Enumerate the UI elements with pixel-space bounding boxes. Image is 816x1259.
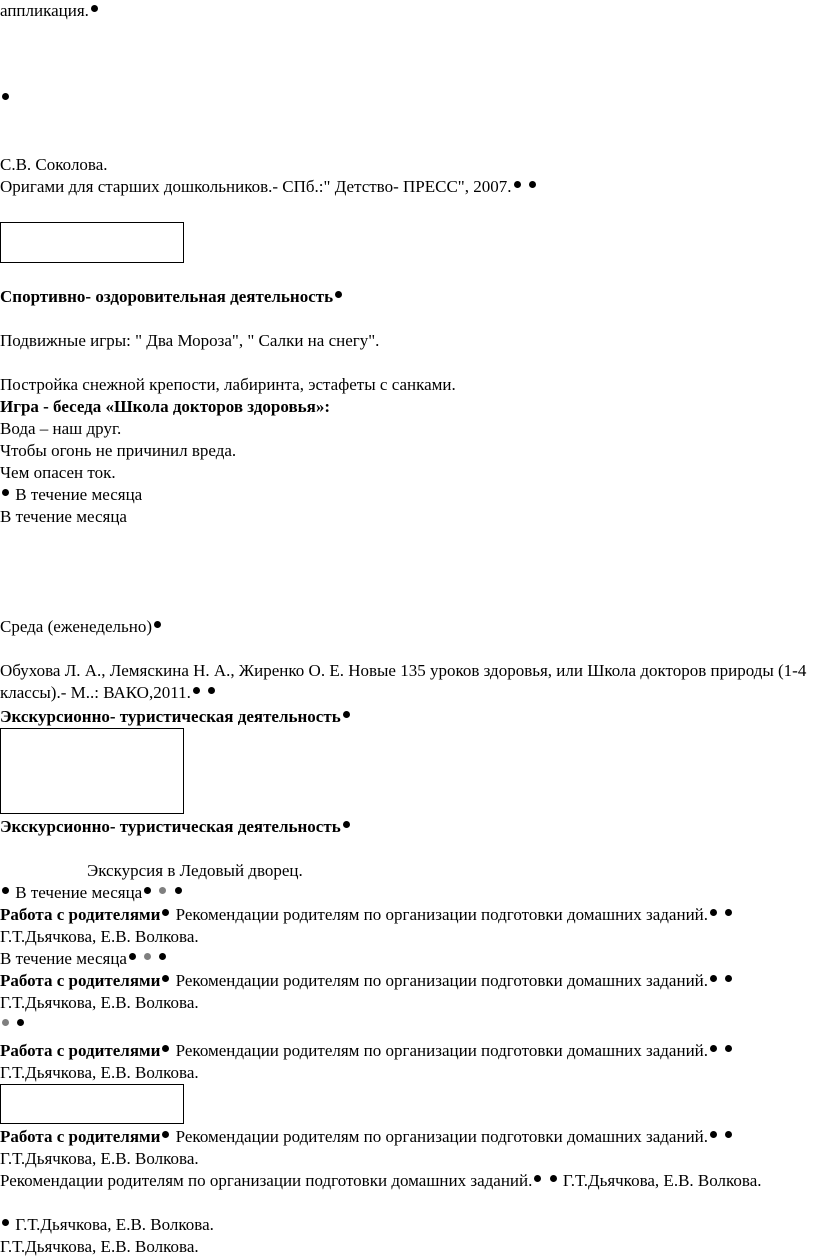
bullet-icon xyxy=(162,1045,169,1052)
text: Г.Т.Дьячкова, Е.В. Волкова. xyxy=(0,927,199,946)
text-line xyxy=(0,418,121,440)
bullet-icon xyxy=(710,1131,717,1138)
section-heading xyxy=(0,816,352,838)
bullet-icon xyxy=(129,953,136,960)
text-line xyxy=(0,462,116,484)
text: Игра - беседа «Школа докторов здоровья»: xyxy=(0,397,330,416)
label: Работа с родителями xyxy=(0,905,161,924)
text: Рекомендации родителям по организации подготовки домашних заданий. xyxy=(175,971,709,990)
bullet-icon xyxy=(159,887,166,894)
label: Работа с родителями xyxy=(0,1127,161,1146)
text: Г.Т.Дьячкова, Е.В. Волкова. xyxy=(562,1171,762,1190)
text: Вода – наш друг. xyxy=(0,419,122,438)
parent-work-block xyxy=(0,970,812,1014)
text-line xyxy=(0,374,456,396)
bullet-icon xyxy=(144,953,151,960)
bullet-line xyxy=(0,1014,26,1036)
text-line xyxy=(0,0,100,22)
bullet-icon xyxy=(725,1045,732,1052)
text-paragraph xyxy=(0,660,812,704)
bullet-icon xyxy=(162,1131,169,1138)
text-line xyxy=(0,154,108,176)
label: Работа с родителями xyxy=(0,1041,161,1060)
text: Обухова Л. А., Лемяскина Н. А., Жиренко О. Е. Новые 135 уроков здоровья, или Школа докторов природы (1-4 классы).- М..: ВАКО,2011. xyxy=(0,661,807,702)
section-heading xyxy=(0,286,344,308)
bullet-icon xyxy=(159,953,166,960)
text: Рекомендации родителям по организации подготовки домашних заданий. xyxy=(0,1171,533,1190)
bullet-icon xyxy=(725,909,732,916)
bullet-icon xyxy=(17,1019,24,1026)
text: Г.Т.Дьячкова, Е.В. Волкова. xyxy=(15,1215,214,1234)
bullet-icon xyxy=(162,909,169,916)
label: Работа с родителями xyxy=(0,971,161,990)
text-line xyxy=(0,1236,199,1258)
text: Г.Т.Дьячкова, Е.В. Волкова. xyxy=(0,1149,199,1168)
text: В течение месяца xyxy=(15,485,143,504)
bullet-icon xyxy=(343,821,350,828)
bullet-icon xyxy=(144,887,151,894)
text: Рекомендации родителям по организации подготовки домашних заданий. xyxy=(175,1041,709,1060)
bullet-icon xyxy=(154,621,161,628)
bullet-icon xyxy=(725,1131,732,1138)
bullet-icon xyxy=(193,687,200,694)
text: Г.Т.Дьячкова, Е.В. Волкова. xyxy=(0,1063,199,1082)
text-line xyxy=(0,440,236,462)
parent-work-block xyxy=(0,1126,812,1170)
text-line xyxy=(0,1214,214,1236)
bullet-icon xyxy=(208,687,215,694)
bullet-icon xyxy=(534,1175,541,1182)
bullet-icon xyxy=(550,1175,557,1182)
empty-box xyxy=(0,1084,184,1124)
text: Экскурсионно- туристическая деятельность xyxy=(0,707,341,726)
subheading xyxy=(0,396,330,418)
text: Рекомендации родителям по организации подготовки домашних заданий. xyxy=(175,1127,709,1146)
text-line xyxy=(0,860,303,882)
empty-box xyxy=(0,728,184,814)
bullet-icon xyxy=(514,181,521,188)
text: аппликация. xyxy=(0,1,89,20)
bullet-icon xyxy=(91,5,98,12)
parent-work-block xyxy=(0,904,812,948)
text: Постройка снежной крепости, лабиринта, эстафеты с санками. xyxy=(0,375,456,394)
bullet-icon xyxy=(710,909,717,916)
text: Среда (еженедельно) xyxy=(0,617,152,636)
text-line xyxy=(0,882,184,904)
section-heading xyxy=(0,706,352,728)
bullet-line xyxy=(0,88,11,110)
text-line xyxy=(0,616,163,638)
bullet-icon xyxy=(2,93,9,100)
text: Чем опасен ток. xyxy=(0,463,116,482)
text-line xyxy=(0,948,168,970)
text-paragraph xyxy=(0,1170,812,1192)
text: Экскурсия в Ледовый дворец. xyxy=(87,861,303,880)
bullet-icon xyxy=(2,1219,9,1226)
text-line xyxy=(0,330,379,352)
text: Рекомендации родителям по организации подготовки домашних заданий. xyxy=(175,905,709,924)
parent-work-block xyxy=(0,1040,812,1084)
bullet-icon xyxy=(2,887,9,894)
bullet-icon xyxy=(2,489,9,496)
text: Подвижные игры: " Два Мороза", " Салки на снегу". xyxy=(0,331,380,350)
bullet-icon xyxy=(175,887,182,894)
text: В течение месяца xyxy=(15,883,143,902)
bullet-icon xyxy=(529,181,536,188)
text: Спортивно- оздоровительная деятельность xyxy=(0,287,334,306)
text: Чтобы огонь не причинил вреда. xyxy=(0,441,237,460)
bullet-icon xyxy=(710,1045,717,1052)
text: В течение месяца xyxy=(0,507,127,526)
bullet-icon xyxy=(710,975,717,982)
bullet-icon xyxy=(343,711,350,718)
text: Оригами для старших дошкольников.- СПб.:" Детство- ПРЕСС", 2007. xyxy=(0,177,512,196)
text: С.В. Соколова. xyxy=(0,155,108,174)
text: Экскурсионно- туристическая деятельность xyxy=(0,817,341,836)
bullet-icon xyxy=(335,291,342,298)
text: Г.Т.Дьячкова, Е.В. Волкова. xyxy=(0,993,199,1012)
text-line xyxy=(0,176,538,198)
bullet-icon xyxy=(162,975,169,982)
text-line xyxy=(0,484,142,506)
text-line xyxy=(0,506,127,528)
bullet-icon xyxy=(2,1019,9,1026)
empty-box xyxy=(0,222,184,263)
bullet-icon xyxy=(725,975,732,982)
text: В течение месяца xyxy=(0,949,127,968)
text: Г.Т.Дьячкова, Е.В. Волкова. xyxy=(0,1237,199,1256)
